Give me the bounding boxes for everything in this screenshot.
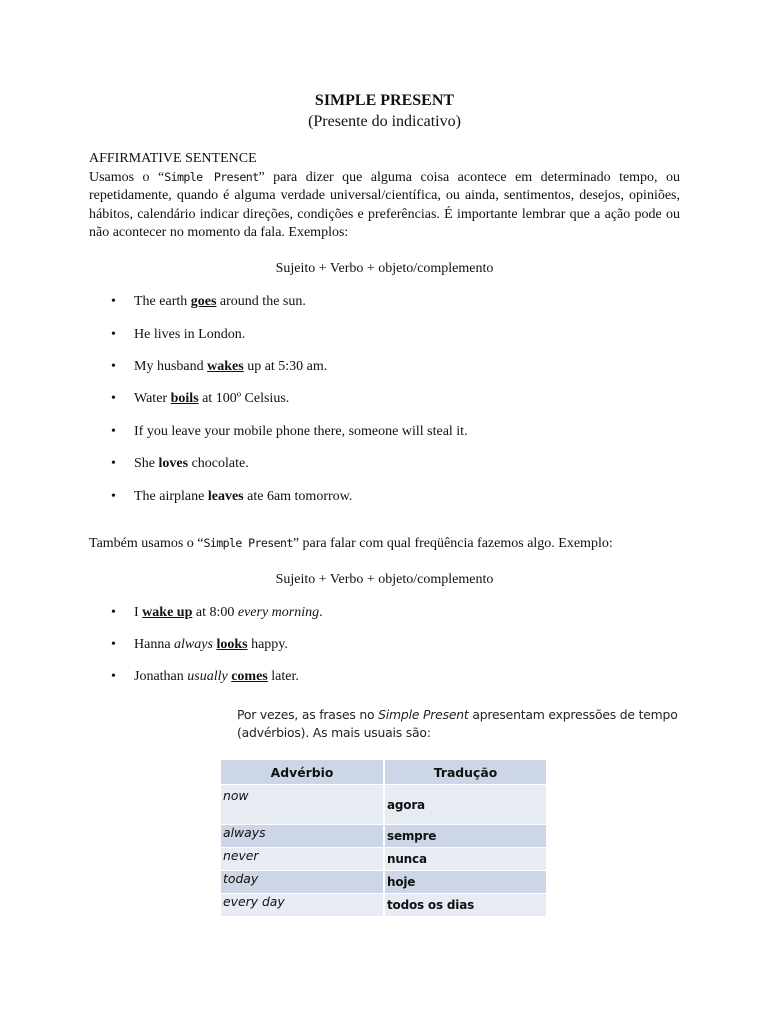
- table-row: [221, 894, 547, 917]
- header-traducao: Tradução: [384, 760, 547, 785]
- sentence-text: .: [319, 604, 323, 620]
- sentence-text: Jonathan: [134, 668, 188, 684]
- adverb-italic: every morning: [237, 604, 320, 620]
- frequency-text-a: Também usamos o “: [89, 535, 204, 551]
- list-item: [89, 636, 680, 654]
- sentence-text: My husband: [134, 358, 208, 374]
- verb-highlight: comes: [231, 668, 268, 684]
- list-item: [89, 390, 680, 408]
- sentence-text: The earth: [134, 294, 191, 310]
- example-list: [89, 293, 680, 505]
- table-header-row: [221, 760, 547, 785]
- list-item: [89, 488, 680, 506]
- sentence-text: happy.: [247, 636, 288, 652]
- sentence-text: Water: [134, 391, 171, 407]
- intro-text-a: Usamos o “: [89, 170, 165, 185]
- bullet: •: [111, 604, 116, 620]
- header-adverbio: Advérbio: [221, 760, 384, 785]
- adverb-cell: today: [221, 871, 384, 894]
- table-row: [221, 871, 547, 894]
- translation-cell: agora: [384, 785, 547, 825]
- note-term: Simple Present: [378, 707, 469, 722]
- frequency-paragraph: [89, 534, 680, 553]
- sentence-text: around the sun.: [216, 294, 306, 310]
- verb-highlight: loves: [158, 456, 189, 472]
- formula-line: Sujeito + Verbo + objeto/complemento: [275, 261, 494, 277]
- adverb-cell: never: [221, 848, 384, 871]
- verb-highlight: wakes: [207, 358, 244, 374]
- sentence-text: The airplane: [134, 488, 208, 504]
- list-item: [89, 668, 680, 686]
- section-heading: AFFIRMATIVE SENTENCE: [89, 151, 257, 166]
- sentence-text: She: [134, 456, 159, 472]
- list-item: [89, 455, 680, 473]
- adverb-note: [237, 706, 679, 742]
- intro-text-b: ” para dizer que alguma coisa acontece em determinado tempo, ou repetidamente, quando é alguma verdade universal/científica, ou ainda, sentimentos, desejos, opiniões, hábitos, calendário indicar direções, condições e preferências. É importante lembrar que a ação pode ou não acontecer no momento da fala. Exemplos:: [89, 170, 681, 240]
- sentence-text: ate 6am tomorrow.: [243, 488, 353, 504]
- note-text-b: apresentam expressões de tempo (advérbios). As mais usuais são:: [237, 707, 678, 740]
- bullet: •: [111, 391, 116, 407]
- sentence-text: If you leave your mobile phone there, someone will steal it.: [134, 423, 468, 439]
- intro-term: Simple Present: [164, 170, 259, 184]
- note-text-a: Por vezes, as frases no: [237, 707, 379, 722]
- bullet: •: [111, 358, 116, 374]
- sentence-text: later.: [267, 668, 299, 684]
- intro-paragraph: [89, 168, 680, 242]
- bullet: •: [111, 668, 116, 684]
- bullet: •: [111, 423, 116, 439]
- bullet: •: [111, 294, 116, 310]
- list-item: [89, 293, 680, 311]
- sentence-text: Hanna: [134, 636, 175, 652]
- sentence-text: at 100º Celsius.: [198, 391, 290, 407]
- bullet: •: [111, 636, 116, 652]
- verb-highlight: wake up: [142, 604, 193, 620]
- table-row: [221, 825, 547, 848]
- adverb-cell: now: [221, 785, 384, 825]
- translation-cell: nunca: [384, 848, 547, 871]
- sentence-text: at 8:00: [192, 604, 238, 620]
- adverb-cell: every day: [221, 894, 384, 917]
- adverb-italic: usually: [187, 668, 228, 684]
- sentence-text: up at 5:30 am.: [243, 358, 328, 374]
- document-page: [89, 91, 680, 700]
- adverb-cell: always: [221, 825, 384, 848]
- list-item: [89, 326, 680, 344]
- translation-cell: todos os dias: [384, 894, 547, 917]
- translation-cell: hoje: [384, 871, 547, 894]
- table-row: [221, 848, 547, 871]
- adverb-table: [221, 760, 548, 916]
- verb-highlight: looks: [216, 636, 248, 652]
- frequency-text-b: ” para falar com qual freqüência fazemos algo. Exemplo:: [292, 535, 613, 551]
- bullet: •: [111, 488, 116, 504]
- table-row: [221, 785, 547, 825]
- page-title: SIMPLE PRESENT: [314, 92, 455, 109]
- list-item: [89, 604, 680, 622]
- adverb-italic: always: [174, 636, 213, 652]
- page-subtitle: (Presente do indicativo): [308, 113, 461, 130]
- bullet: •: [111, 456, 116, 472]
- bullet: •: [111, 326, 116, 342]
- list-item: [89, 423, 680, 441]
- verb-highlight: boils: [170, 391, 199, 407]
- formula-line-2: Sujeito + Verbo + objeto/complemento: [275, 571, 494, 587]
- sentence-text: chocolate.: [188, 456, 249, 472]
- sentence-text: I: [134, 604, 143, 620]
- verb-highlight: goes: [190, 294, 217, 310]
- list-item: [89, 358, 680, 376]
- frequency-term: Simple Present: [203, 535, 293, 550]
- frequency-example-list: [89, 604, 680, 686]
- sentence-text: He lives in London.: [134, 326, 246, 342]
- translation-cell: sempre: [384, 825, 547, 848]
- verb-highlight: leaves: [207, 488, 244, 504]
